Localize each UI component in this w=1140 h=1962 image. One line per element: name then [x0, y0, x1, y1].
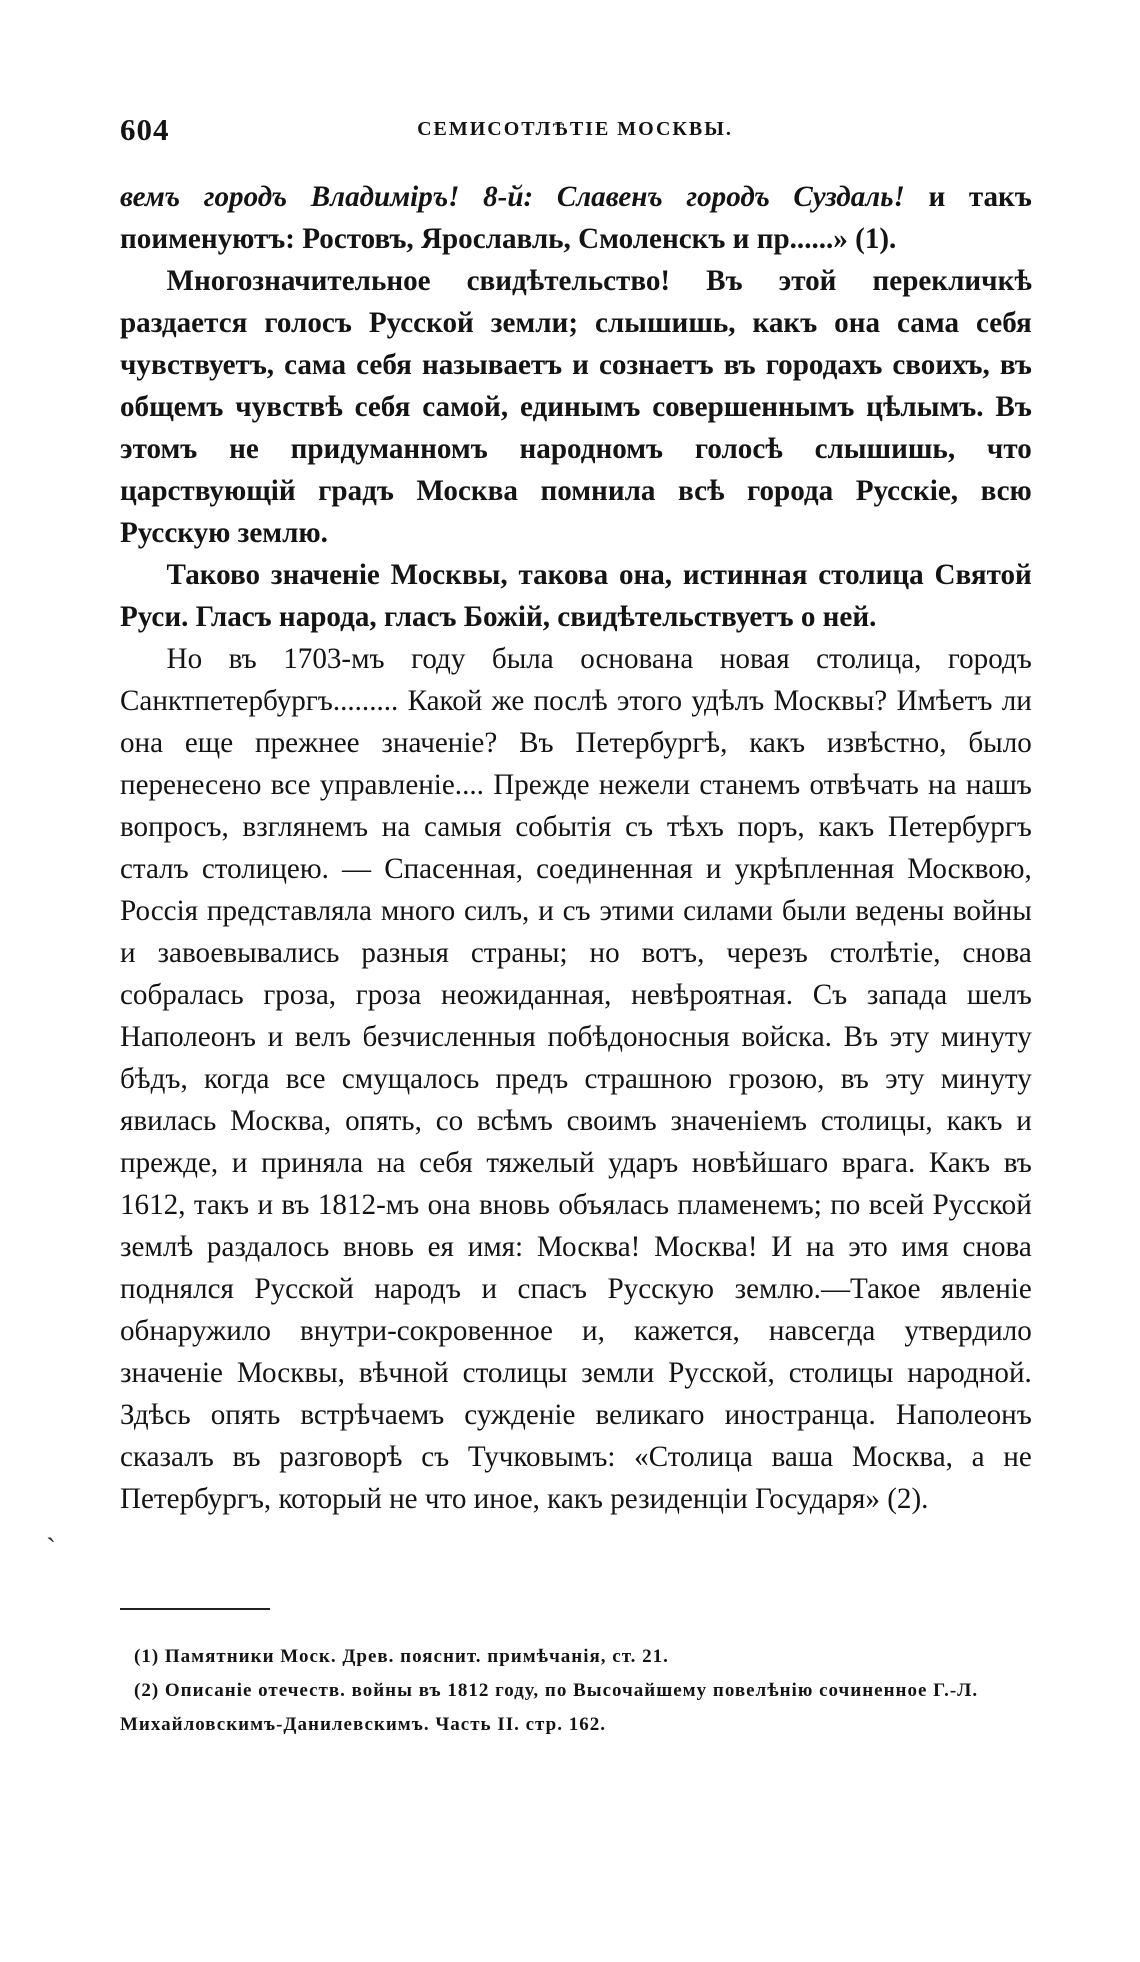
- footnote-rule: [120, 1608, 270, 1610]
- margin-mark: ˋ: [46, 1532, 56, 1565]
- running-title: СЕМИСОТЛѢТІЕ МОСКВЫ.: [417, 118, 733, 140]
- footnote-1: (1) Памятники Моск. Древ. пояснит. примѣчанія, ст. 21.: [134, 1646, 669, 1667]
- continuation-quote: вемъ городъ Владиміръ! 8-й: Славенъ городъ Суздаль!: [120, 180, 905, 213]
- footnotes: [120, 1640, 1060, 1742]
- page-number: 604: [120, 112, 170, 147]
- continuation-text: и такъ поименуютъ: Ростовъ, Ярославль, Смоленскъ и пр......» (1).: [120, 180, 1032, 255]
- page-header: [120, 112, 1030, 152]
- paragraph-testimony: Многозначительное свидѣтельство! Въ этой перекличкѣ раздается голосъ Русской земли; слышишь, какъ она сама себя чувствуетъ, сама себя называетъ и сознаетъ въ городахъ своихъ, въ общемъ чувствѣ себя самой, единымъ совершеннымъ цѣлымъ. Въ этомъ не придуманномъ народномъ голосѣ слышишь, что царствующій градъ Москва помнила всѣ города Русскіе, всю Русскую землю.: [120, 264, 1032, 549]
- footnote-2: (2) Описаніе отечеств. войны въ 1812 году, по Высочайшему повелѣнію сочиненное Г.-Л. Михайловскимъ-Данилевскимъ. Часть II. стр. 162.: [120, 1680, 979, 1735]
- body-text: [120, 176, 1032, 1520]
- paragraph-petersburg: Но въ 1703-мъ году была основана новая столица, городъ Санктпетербургъ......... Какой же послѣ этого удѣлъ Москвы? Имѣетъ ли она еще прежнее значеніе? Въ Петербургѣ, какъ извѣстно, было перенесено все управленіе.... Прежде нежели станемъ отвѣчать на нашъ вопросъ, взглянемъ на самыя событія съ тѣхъ поръ, какъ Петербургъ сталъ столицею. — Спасенная, соединенная и укрѣпленная Москвою, Россія представляла много силъ, и съ этими силами были ведены войны и завоевывались разныя страны; но вотъ, черезъ столѣтіе, снова собралась гроза, гроза неожиданная, невѣроятная. Съ запада шелъ Наполеонъ и велъ безчисленныя побѣдоносныя войска. Въ эту минуту бѣдъ, когда все смущалось предъ страшною грозою, въ эту минуту явилась Москва, опять, со всѣмъ своимъ значеніемъ столицы, какъ и прежде, и приняла на себя тяжелый ударъ новѣйшаго врага. Какъ въ 1612, такъ и въ 1812-мъ она вновь объялась пламенемъ; по всей Русской землѣ раздалось вновь ея имя: Москва! Москва! И на это имя снова поднялся Русской народъ и спасъ Русскую землю.—Такое явленіе обнаружило внутри-сокровенное и, кажется, навсегда утвердило значеніе Москвы, вѣчной столицы земли Русской, столицы народной. Здѣсь опять встрѣчаемъ сужденіе великаго иностранца. Наполеонъ сказалъ въ разговорѣ съ Тучковымъ: «Столица ваша Москва, а не Петербургъ, который не что иное, какъ резиденціи Государя» (2).: [120, 642, 1032, 1515]
- continuation-paragraph: [120, 176, 1032, 260]
- paragraph-significance: Таково значеніе Москвы, такова она, истинная столица Святой Руси. Гласъ народа, гласъ Божій, свидѣтельствуетъ о ней.: [120, 558, 1032, 633]
